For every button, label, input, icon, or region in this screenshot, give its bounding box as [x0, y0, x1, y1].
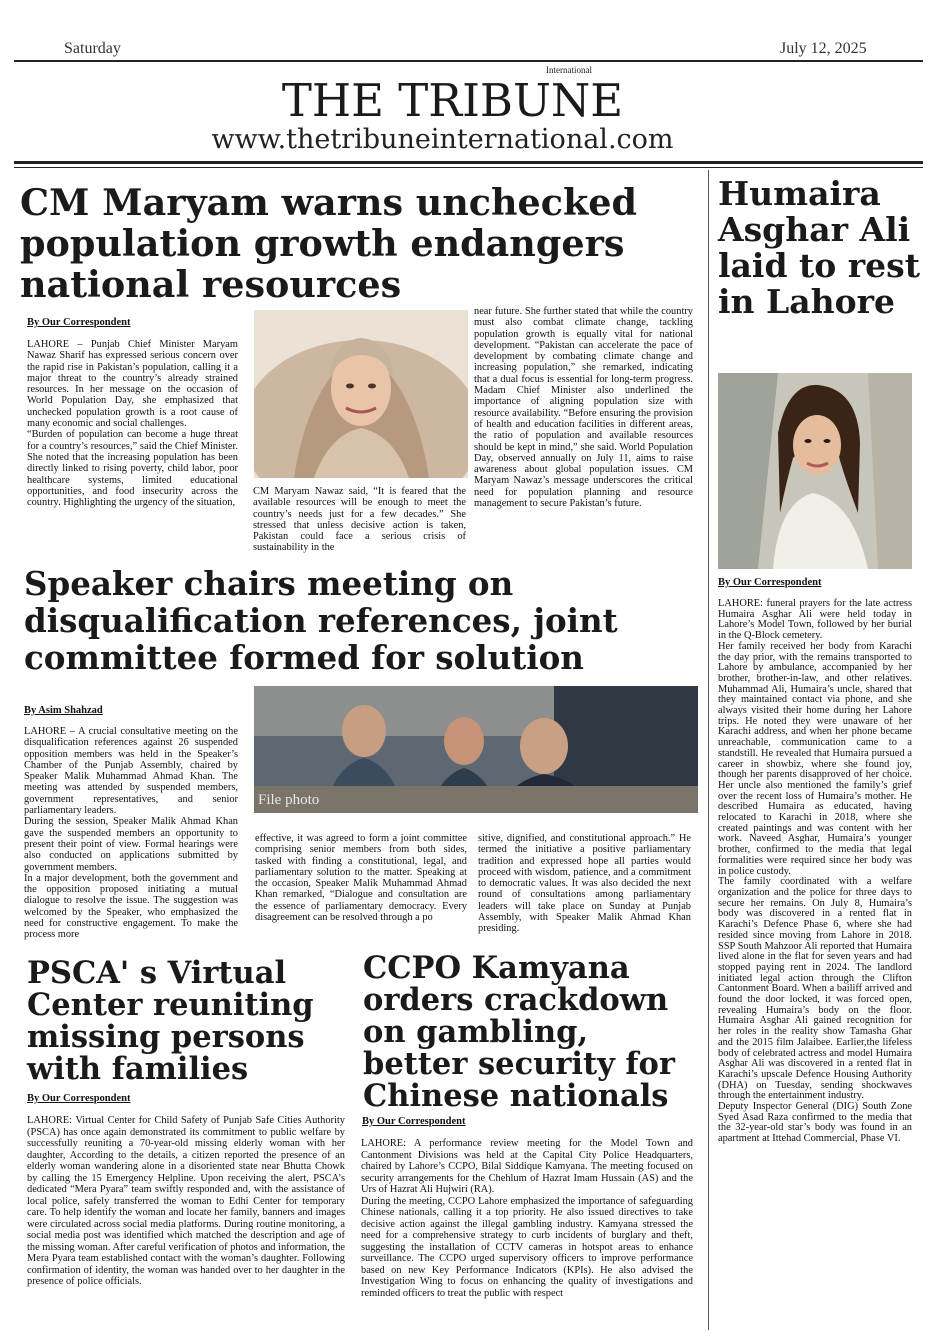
story2-body: LAHORE: funeral prayers for the late actress Humaira Asghar Ali were held today in Lahore’s Model Town, followed by her burial in the Q-Block cemetery. Her family received her body from Karachi the day prior, with the remains transported to Lahore by ambulance, accompanied by her brother, brother-in-law, and other relatives. Muhammad Ali, Humaira’s uncle, shared that they maintained contact via phone, and she always visited their home during her Lahore trips. He noted they were unaware of her Karachi address, and when her phone became unreachable, communication came to a standstill. He revealed that Humaira pursued a career in showbiz, where she found joy, though her parents disapproved of her choice. Her uncle also mentioned the family’s grief over the recent loss of Humaira’s mother. He described Humaira as educated, having relocated to Karachi in 2018, where she created paintings and was content with her work. Naveed Asghar, Humaira’s younger brother, confirmed to the media that legal formalities were required since her body was in police custody. The family coordinated with a welfare organization and the police for three days to secure her remains. On July 8, Humaira’s body was discovered in a rented flat in Karachi’s Defence Phase 6, where she had resided since moving from Lahore in 2018. SSP South Mahzoor Ali reported that Humaira lived alone in the flat for seven years and had stopped paying rent in 2024. The landlord initiated legal action through the Clifton Cantonment Board. When a bailiff arrived and found the door locked, it was forced open, revealing Humaira’s body on the floor. Humaira Asghar Ali gained recognition for her roles in the reality show Tamasha Ghar and the 2015 film Jalaibee. Earlier,the lifeless body of celebrated actress and model Humaira Asghar Ali was discovered in a rented flat in Karachi’s upscale Defence Housing Authority (DHA) on Tuesday, sending shockwaves through the entertainment industry. Deputy Inspector General (DIG) South Zone Syed Asad Raza confirmed to the media that the 32-year-old star’s body was found in an apartment at Ittehad Commercial, Phase VI.	[718, 598, 912, 1145]
meeting-photo-image	[254, 686, 698, 813]
story3-col3: sitive, dignified, and constitutional approach.” He termed the initiative a positive parliamentary tradition and expressed hope all parties would proceed with wisdom, patience, and a commitment to democratic values. It was also decided the next round of consultations among parliamentary leaders will take place on Sunday at Punjab Assembly, with Speaker Malik Ahmad Khan presiding.	[478, 833, 691, 935]
masthead-date: July 12, 2025	[780, 40, 867, 57]
story1-col1: LAHORE – Punjab Chief Minister Maryam Nawaz Sharif has expressed serious concern over the rapid rise in Pakistan’s population, calling it a major threat to the country’s already strained resources. In her message on the occasion of World Population Day, she emphasized that unchecked population growth is a root cause of many economic and social challenges. “Burden of population can become a huge threat for a country’s resources,” said the Chief Minister. She noted that the increasing population has been directly linked to rising poverty, child labor, poor healthcare systems, limited educational opportunities, and food insecurity across the country. Highlighting the urgency of the situation,	[27, 339, 238, 509]
humaira-portrait-image	[718, 373, 912, 569]
story2-photo	[718, 373, 912, 569]
masthead-top-rule	[14, 60, 923, 62]
masthead-rule-thick	[14, 161, 923, 164]
story3-col2: effective, it was agreed to form a joint committee comprising senior members from both sides, tasked with finding a constitutional, legal, and parliamentary solution to the matter. Speaking at the occasion, Speaker Malik Muhammad Ahmad Khan remarked, “Dialogue and consultation are the essence of parliamentary democracy. Every disagreement can be resolved through a po	[255, 833, 467, 924]
story3-photo-label: File photo	[258, 792, 320, 808]
masthead-rule-thin	[14, 167, 923, 168]
story5-body: LAHORE: A performance review meeting for the Model Town and Cantonment Divisions was held at the Capital City Police Headquarters, chaired by Lahore’s CCPO, Bilal Siddique Kamyana. The meeting focused on security arrangements for the Chehlum of Hazrat Imam Hussain (AS) and the Urs of Hazrat Ali Hujwiri (RA). During the meeting, CCPO Lahore emphasized the importance of safeguarding Chinese nationals, calling it a top priority. He also issued directives to take decisive action against the illegal gambling industry. Kamyana stressed the need for a comprehensive strategy to curb incidents of burglary and theft, suggesting the installation of CCTV cameras in hotspot areas to enhance surveillance. The CCPO urged supervisory officers to improve performance based on new Key Performance Indicators (KPIs). He also advised the Investigation Wing to focus on enhancing the quality of investigations and reminded officers to treat the public with respect	[361, 1138, 693, 1299]
story2-byline: By Our Correspondent	[718, 577, 822, 588]
story5-headline: CCPO Kamyana orders crackdown on gambling, better security for Chinese nationals	[363, 950, 675, 1114]
maryam-portrait-image	[254, 310, 468, 478]
story1-col3: near future. She further stated that while the country must also combat climate change, tackling population growth is equally vital for national development. “Pakistan can accelerate the pace of development by combating climate change and increasing population,” she remarked, indicating that a dual focus is essential for long-term progress. Madam Chief Minister also underlined the importance of aligning population size with resource availability. “Before ensuring the provision of health and education facilities in different areas, the ratio of population and available resources should be kept in mind,” she said. World Population Day, observed annually on July 11, aims to raise awareness about global population issues. CM Maryam Nawaz’s message underscores the critical need for population planning and resource management to secure Pakistan’s future.	[474, 306, 693, 510]
story3-photo	[254, 686, 698, 813]
story3-byline: By Asim Shahzad	[24, 705, 103, 716]
story3-headline: Speaker chairs meeting on disqualification references, joint committee formed for solution	[24, 564, 618, 677]
story1-photo	[254, 310, 468, 478]
story4-headline: PSCA' s Virtual Center reuniting missing persons with families	[27, 955, 314, 1087]
story3-col1: LAHORE – A crucial consultative meeting on the disqualification references against 26 suspended opposition members was held in the Speaker’s Chamber of the Punjab Assembly, chaired by Speaker Malik Muhammad Ahmad Khan. The meeting was attended by suspended members, government representatives, and senior parliamentary leaders. During the session, Speaker Malik Ahmad Khan gave the suspended members an opportunity to present their point of view. Formal hearings were also conducted on applications submitted by government members. In a major development, both the government and the opposition proposed initiating a mutual dialogue to resolve the issue. The suggestion was welcomed by the Speaker, who emphasized the need for constructive engagement. To make the process more	[24, 726, 238, 941]
masthead-day: Saturday	[64, 40, 121, 57]
story4-body: LAHORE: Virtual Center for Child Safety of Punjab Safe Cities Authority (PSCA) has once again demonstrated its commitment to public welfare by successfully reuniting a 70-year-old missing elderly woman with her daughter, According to the details, a citizen reported the presence of an elderly woman wandering alone in a disoriented state near Bhutta Chowk by calling the 15 Emergency Helpline. Upon receiving the alert, PSCA’s dedicated “Mera Pyara” team swiftly responded and, with the assistance of local police, safely transferred the woman to Edhi Center for temporary care. To help identify the woman and locate her family, banners and images were circulated across social media platforms. During routine monitoring, a social media post was identified which matched the description and age of the missing woman. After careful verification of photos and information, the Mera Pyara team established contact with the woman’s daughter. Following confirmation of identity, the woman was handed over to her daughter in the presence of police officials.	[27, 1115, 345, 1287]
column-divider	[708, 170, 709, 1330]
story1-col2: CM Maryam Nawaz said, “It is feared that the available resources will be enough to meet the country’s needs just for a few decades.” She stressed that unless decisive action is taken, Pakistan could face a serious crisis of sustainability in the	[253, 486, 466, 554]
story2-headline: Humaira Asghar Ali laid to rest in Lahore	[718, 174, 920, 321]
story4-byline: By Our Correspondent	[27, 1093, 131, 1104]
masthead-url[interactable]: www.thetribuneinternational.com	[211, 124, 674, 155]
story1-headline: CM Maryam warns unchecked population growth endangers national resources	[20, 181, 638, 306]
masthead-international: International	[546, 65, 592, 75]
story5-byline: By Our Correspondent	[362, 1116, 466, 1127]
masthead-title: THE TRIBUNE	[281, 74, 624, 127]
story1-byline: By Our Correspondent	[27, 317, 131, 328]
